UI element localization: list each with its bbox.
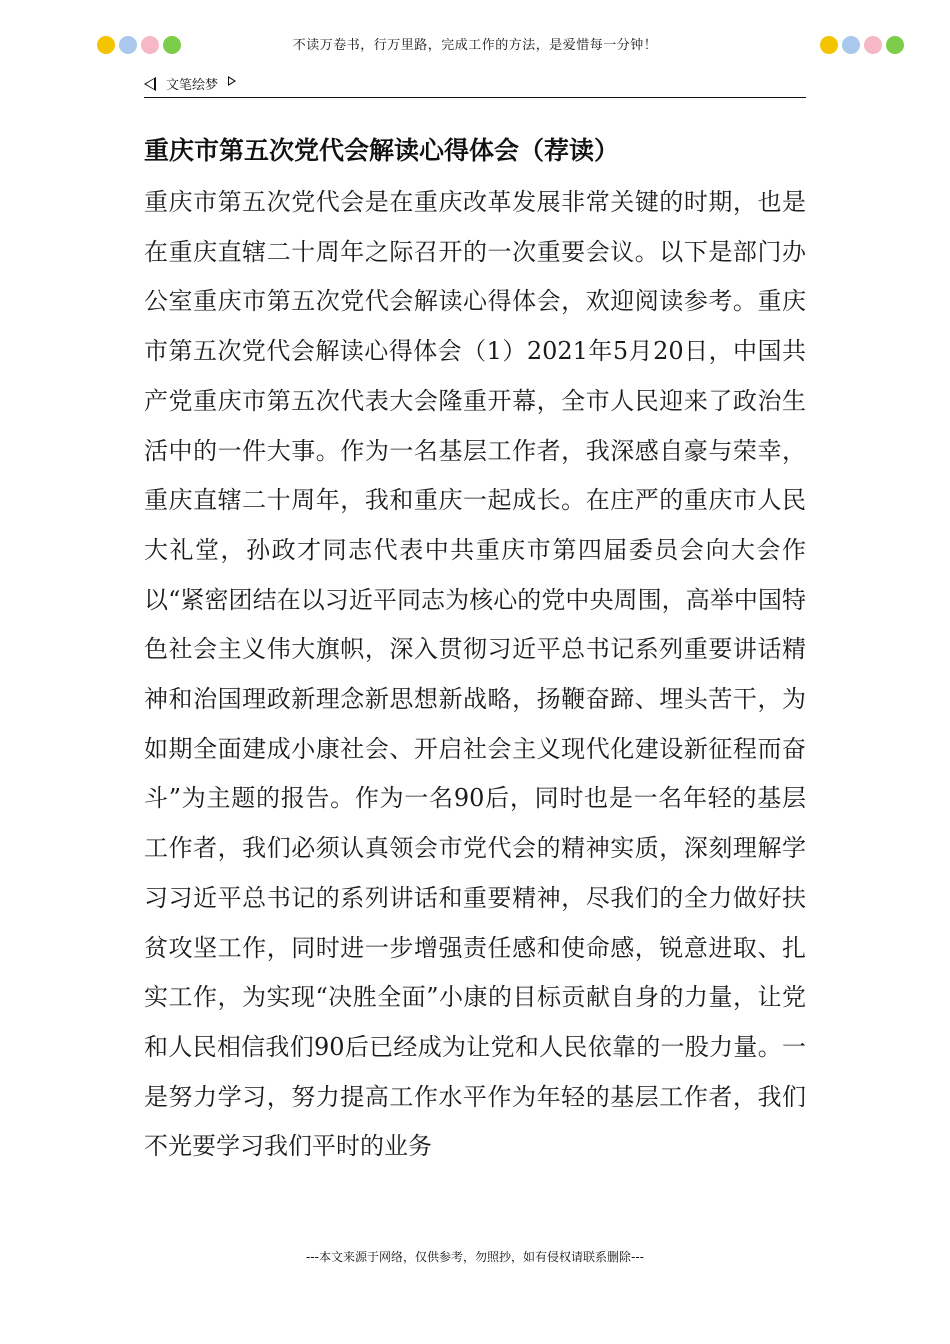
pink-dot — [864, 36, 882, 54]
brand-mark — [144, 74, 236, 93]
header-divider — [144, 97, 806, 98]
blue-dot — [842, 36, 860, 54]
document-body: 重庆市第五次党代会是在重庆改革发展非常关键的时期，也是在重庆直辖二十周年之际召开的一次重要会议。以下是部门办公室重庆市第五次党代会解读心得体会，欢迎阅读参考。重庆市第五次党代会解读心得体会（1）2021年5月20日，中国共产党重庆市第五次代表大会隆重开幕，全市人民迎来了政治生活中的一件大事。作为一名基层工作者，我深感自豪与荣幸，重庆直辖二十周年，我和重庆一起成长。在庄严的重庆市人民大礼堂，孙政才同志代表中共重庆市第四届委员会向大会作以“紧密团结在以习近平同志为核心的党中央周围，高举中国特色社会主义伟大旗帜，深入贯彻习近平总书记系列重要讲话精神和治国理政新理念新思想新战略，扬鞭奋蹄、埋头苦干，为如期全面建成小康社会、开启社会主义现代化建设新征程而奋斗”为主题的报告。作为一名90后，同时也是一名年轻的基层工作者，我们必须认真领会市党代会的精神实质，深刻理解学习习近平总书记的系列讲话和重要精神，尽我们的全力做好扶贫攻坚工作，同时进一步增强责任感和使命感，锐意进取、扎实工作，为实现“决胜全面”小康的目标贡献自身的力量，让党和人民相信我们90后已经成为让党和人民依靠的一股力量。一是努力学习，努力提高工作水平作为年轻的基层工作者，我们不光要学习我们平时的业务 — [144, 188, 806, 1161]
footer-disclaimer: ---本文来源于网络，仅供参考，勿照抄，如有侵权请联系删除--- — [306, 1250, 644, 1264]
triangle-left-icon — [144, 77, 156, 91]
green-dot — [886, 36, 904, 54]
triangle-right-icon — [228, 76, 236, 86]
yellow-dot — [820, 36, 838, 54]
document-title: 重庆市第五次党代会解读心得体会（荐读） — [144, 136, 620, 165]
header-motto: 不读万卷书，行万里路，完成工作的方法，是爱惜每一分钟！ — [292, 38, 658, 53]
brand-label: 文笔绘梦 — [166, 78, 219, 93]
decorative-dots-right — [820, 36, 904, 54]
